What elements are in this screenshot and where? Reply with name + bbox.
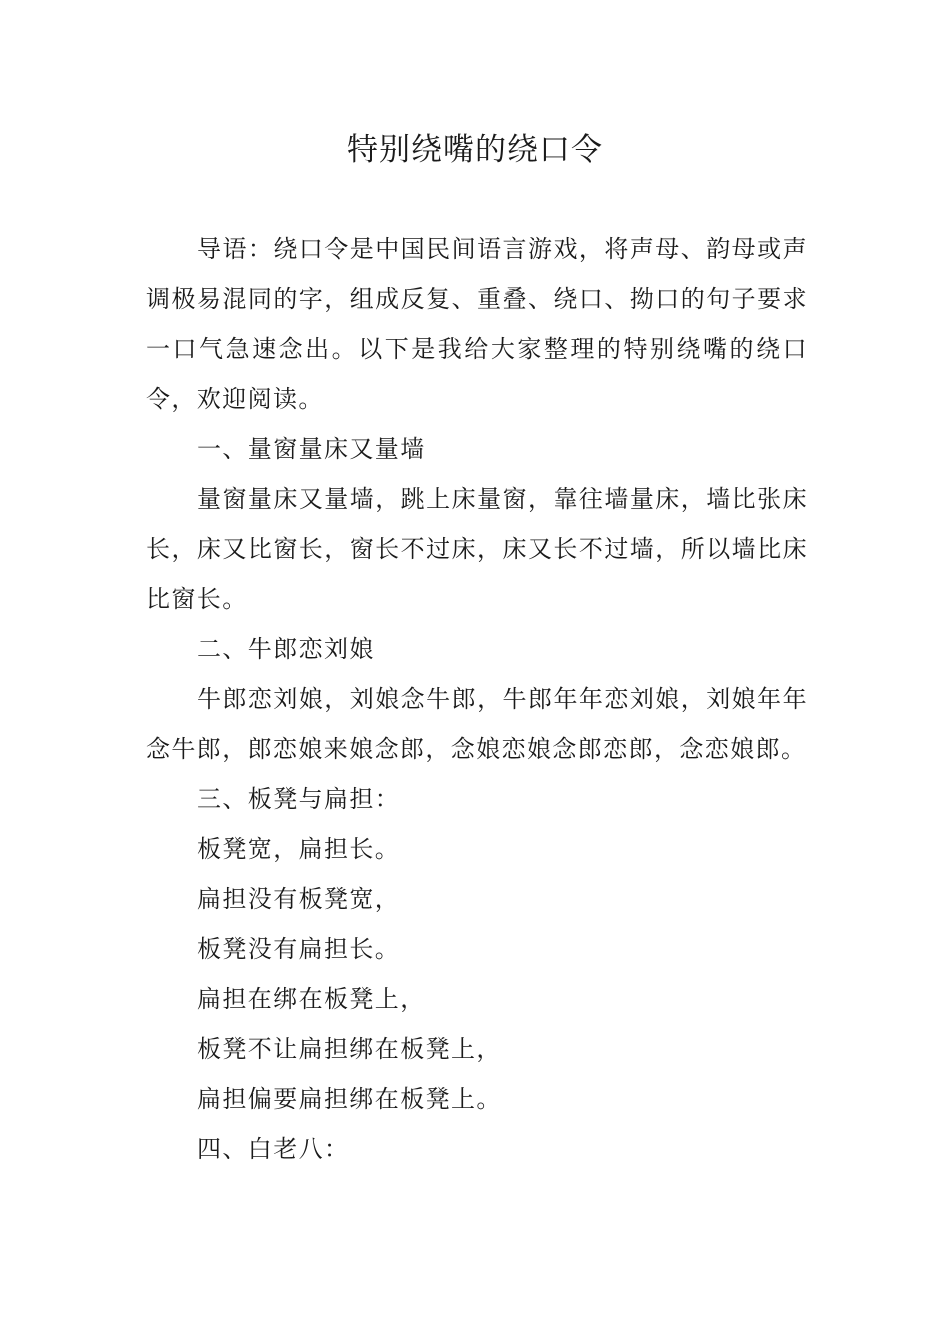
verse-line-5: 板凳不让扁担绑在板凳上， bbox=[197, 1035, 502, 1063]
verse-line-3: 板凳没有扁担长。 bbox=[197, 935, 401, 963]
verse-line-1: 板凳宽，扁担长。 bbox=[197, 835, 401, 863]
verse-line-2: 扁担没有板凳宽， bbox=[197, 885, 401, 913]
section-text-2: 牛郎恋刘娘，刘娘念牛郎，牛郎年年恋刘娘，刘娘年年念牛郎，郎恋娘来娘念郎，念娘恋娘念郎恋郎，念恋娘郎。 bbox=[146, 685, 808, 763]
section-text-1: 量窗量床又量墙，跳上床量窗，靠往墙量床，墙比张床长，床又比窗长，窗长不过床，床又长不过墙，所以墙比床比窗长。 bbox=[146, 485, 808, 613]
section-heading-2: 二、牛郎恋刘娘 bbox=[197, 635, 375, 663]
section-heading-4: 四、白老八： bbox=[197, 1135, 350, 1163]
document-title: 特别绕嘴的绕口令 bbox=[347, 132, 603, 168]
section-heading-1: 一、量窗量床又量墙 bbox=[197, 435, 426, 463]
verse-line-6: 扁担偏要扁担绑在板凳上。 bbox=[197, 1085, 502, 1113]
document-body bbox=[146, 224, 808, 1174]
verse-line-4: 扁担在绑在板凳上， bbox=[197, 985, 426, 1013]
intro-paragraph: 导语：绕口令是中国民间语言游戏，将声母、韵母或声调极易混同的字，组成反复、重叠、绕口、拗口的句子要求一口气急速念出。以下是我给大家整理的特别绕嘴的绕口令，欢迎阅读。 bbox=[146, 235, 808, 413]
section-heading-3: 三、板凳与扁担： bbox=[197, 785, 401, 813]
